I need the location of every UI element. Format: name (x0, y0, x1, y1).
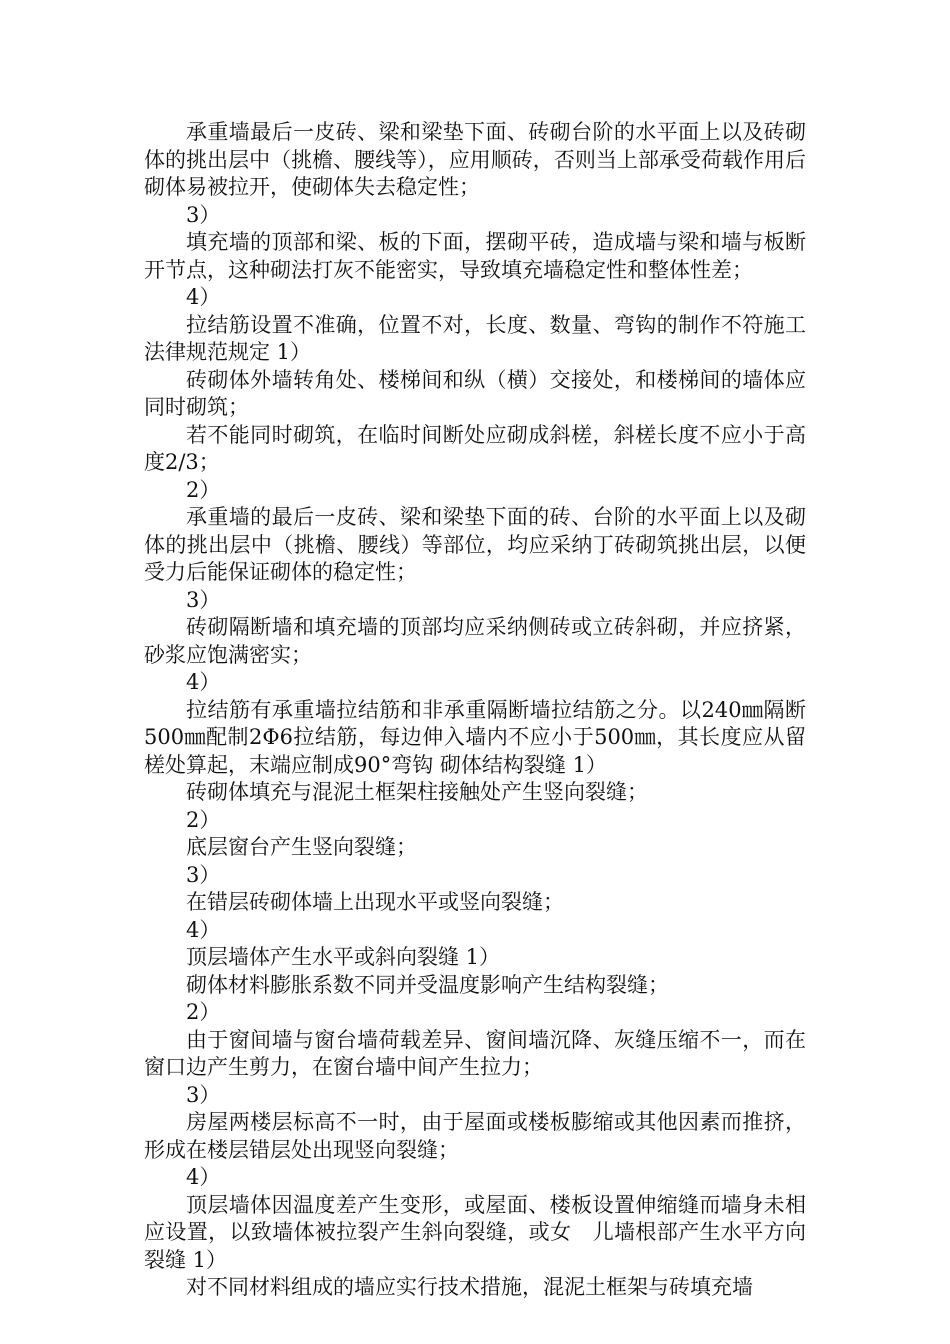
paragraph: 由于窗间墙与窗台墙荷载差异、窗间墙沉降、灰缝压缩不一，而在窗口边产生剪力，在窗台墙中间产生拉力； (144, 1027, 806, 1079)
list-number: 4） (186, 285, 221, 309)
list-number: 4） (186, 917, 221, 942)
list-number: 4） (186, 670, 221, 694)
list-number: 3） (186, 862, 221, 887)
paragraph: 顶层墙体因温度差产生变形，或屋面、楼板设置伸缩缝而墙身未相应设置，以致墙体被拉裂产生斜向裂缝，或女 儿墙根部产生水平方向裂缝 1） (144, 1192, 806, 1272)
list-number: 2） (186, 807, 221, 832)
list-number: 3） (186, 1082, 221, 1107)
paragraph: 承重墙的最后一皮砖、梁和梁垫下面的砖、台阶的水平面上以及砌体的挑出层中（挑檐、腰线）等部位，均应采纳丁砖砌筑挑出层，以便受力后能保证砌体的稳定性； (144, 505, 806, 584)
list-number: 2） (186, 477, 221, 502)
list-number: 3） (186, 202, 221, 227)
paragraph: 对不同材料组成的墙应实行技术措施，混泥土框架与砖填充墙 (186, 1275, 753, 1299)
list-number: 4） (186, 1165, 221, 1189)
paragraph: 底层窗台产生竖向裂缝； (186, 835, 417, 859)
paragraph: 房屋两楼层标高不一时，由于屋面或楼板膨缩或其他因素而推挤，形成在楼层错层处出现竖向裂缝； (144, 1110, 806, 1162)
paragraph: 顶层墙体产生水平或斜向裂缝 1） (186, 945, 501, 969)
paragraph: 拉结筋设置不准确，位置不对，长度、数量、弯钩的制作不符施工法律规范规定 1） (144, 312, 806, 364)
paragraph: 砖砌体填充与混泥土框架柱接触处产生竖向裂缝； (186, 780, 648, 804)
paragraph: 若不能同时砌筑，在临时间断处应砌成斜槎，斜槎长度不应小于高度2/3； (144, 422, 806, 474)
paragraph: 填充墙的顶部和梁、板的下面，摆砌平砖，造成墙与梁和墙与板断开节点，这种砌法打灰不能密实，导致填充墙稳定性和整体性差； (144, 230, 806, 282)
paragraph: 拉结筋有承重墙拉结筋和非承重隔断墙拉结筋之分。以240㎜隔断500㎜配制2Φ6拉结筋，每边伸入墙内不应小于500㎜，其长度应从留槎处算起，末端应制成90°弯钩 砌体结构裂缝 1） (144, 697, 806, 777)
paragraph: 承重墙最后一皮砖、梁和梁垫下面、砖砌台阶的水平面上以及砖砌体的挑出层中（挑檐、腰线等），应用顺砖，否则当上部承受荷载作用后砌体易被拉开，使砌体失去稳定性； (144, 120, 806, 199)
document-body (144, 119, 806, 1302)
list-number: 2） (186, 1000, 221, 1024)
paragraph: 在错层砖砌体墙上出现水平或竖向裂缝； (186, 890, 564, 914)
paragraph: 砌体材料膨胀系数不同并受温度影响产生结构裂缝； (186, 972, 669, 997)
list-number: 3） (186, 587, 221, 612)
paragraph: 砖砌隔断墙和填充墙的顶部均应采纳侧砖或立砖斜砌，并应挤紧，砂浆应饱满密实； (144, 615, 806, 667)
paragraph: 砖砌体外墙转角处、楼梯间和纵（横）交接处，和楼梯间的墙体应同时砌筑； (144, 367, 806, 419)
